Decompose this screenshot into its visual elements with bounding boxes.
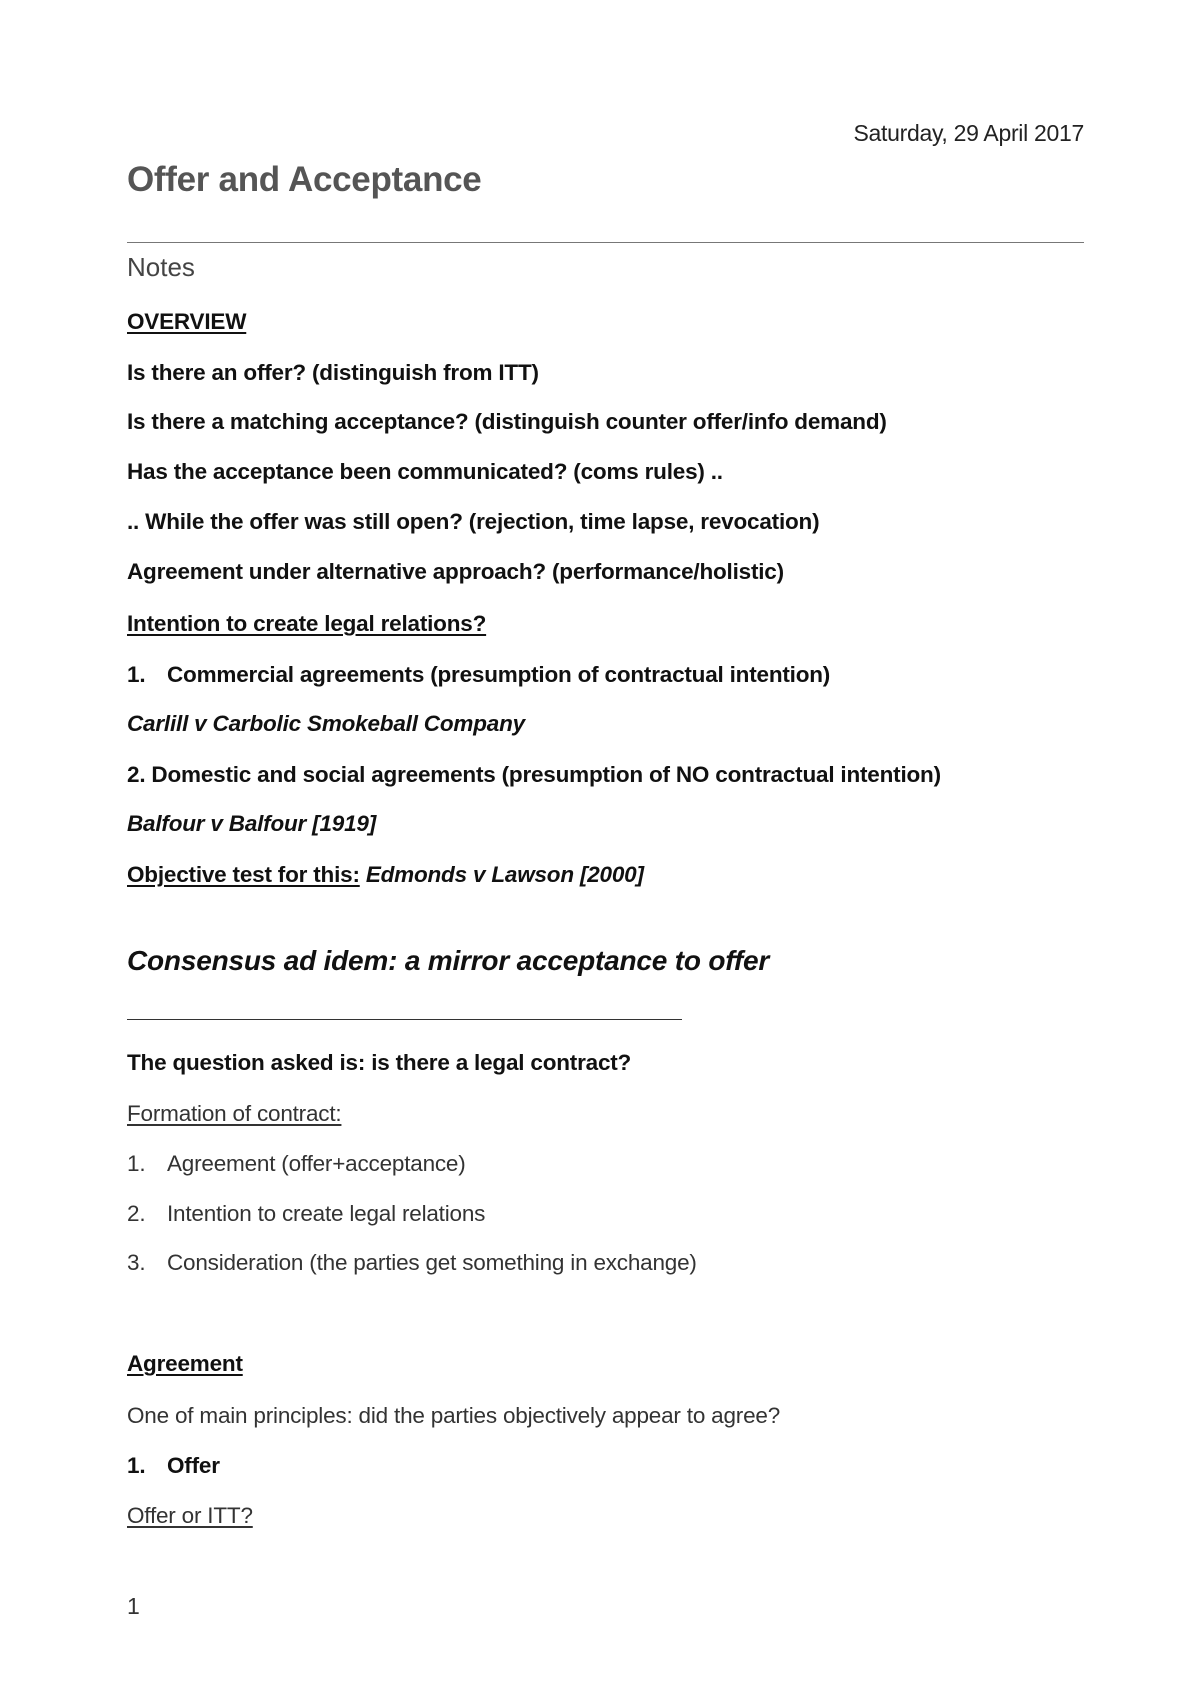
list-number: 1.	[127, 1453, 146, 1478]
formation-item	[127, 1151, 466, 1177]
list-number: 2.	[127, 1201, 146, 1226]
overview-question: Has the acceptance been communicated? (coms rules) ..	[127, 459, 723, 484]
overview-question: Is there an offer? (distinguish from ITT)	[127, 360, 539, 385]
list-number: 3.	[127, 1250, 146, 1275]
list-text: Intention to create legal relations	[167, 1201, 486, 1226]
formation-item	[127, 1201, 485, 1227]
list-text: Agreement (offer+acceptance)	[167, 1151, 466, 1176]
overview-question: Agreement under alternative approach? (performance/holistic)	[127, 559, 784, 584]
document-date: Saturday, 29 April 2017	[853, 120, 1084, 146]
list-number: 1.	[127, 662, 146, 687]
intention-heading: Intention to create legal relations?	[127, 611, 487, 636]
case-citation: Edmonds v Lawson [2000]	[365, 862, 644, 887]
overview-question: .. While the offer was still open? (rejection, time lapse, revocation)	[127, 509, 820, 534]
case-citation: Carlill v Carbolic Smokeball Company	[127, 711, 525, 736]
formation-item	[127, 1250, 697, 1276]
overview-heading: OVERVIEW	[127, 309, 247, 334]
list-text: Offer	[167, 1453, 220, 1478]
domestic-agreements-item: 2. Domestic and social agreements (presumption of NO contractual intention)	[127, 762, 941, 787]
notes-subtitle: Notes	[127, 252, 195, 282]
formation-heading: Formation of contract:	[127, 1101, 342, 1126]
objective-test-label: Objective test for this:	[127, 862, 360, 887]
page-number: 1	[127, 1593, 140, 1619]
objective-test-line	[127, 862, 644, 888]
offer-item	[127, 1453, 220, 1479]
title-divider	[127, 242, 1084, 243]
list-text: Consideration (the parties get something in exchange)	[167, 1250, 697, 1275]
contract-question: The question asked is: is there a legal contract?	[127, 1050, 632, 1075]
consensus-heading: Consensus ad idem: a mirror acceptance to offer	[127, 945, 770, 976]
overview-question: Is there a matching acceptance? (distinguish counter offer/info demand)	[127, 409, 887, 434]
offer-or-itt-heading: Offer or ITT?	[127, 1503, 253, 1528]
case-citation: Balfour v Balfour [1919]	[127, 811, 377, 836]
agreement-principle: One of main principles: did the parties objectively appear to agree?	[127, 1403, 781, 1428]
document-title: Offer and Acceptance	[127, 160, 482, 199]
commercial-agreements-item	[127, 662, 830, 688]
section-divider	[127, 1019, 682, 1020]
list-text: Commercial agreements (presumption of contractual intention)	[167, 662, 831, 687]
agreement-heading: Agreement	[127, 1351, 243, 1376]
list-number: 1.	[127, 1151, 146, 1176]
